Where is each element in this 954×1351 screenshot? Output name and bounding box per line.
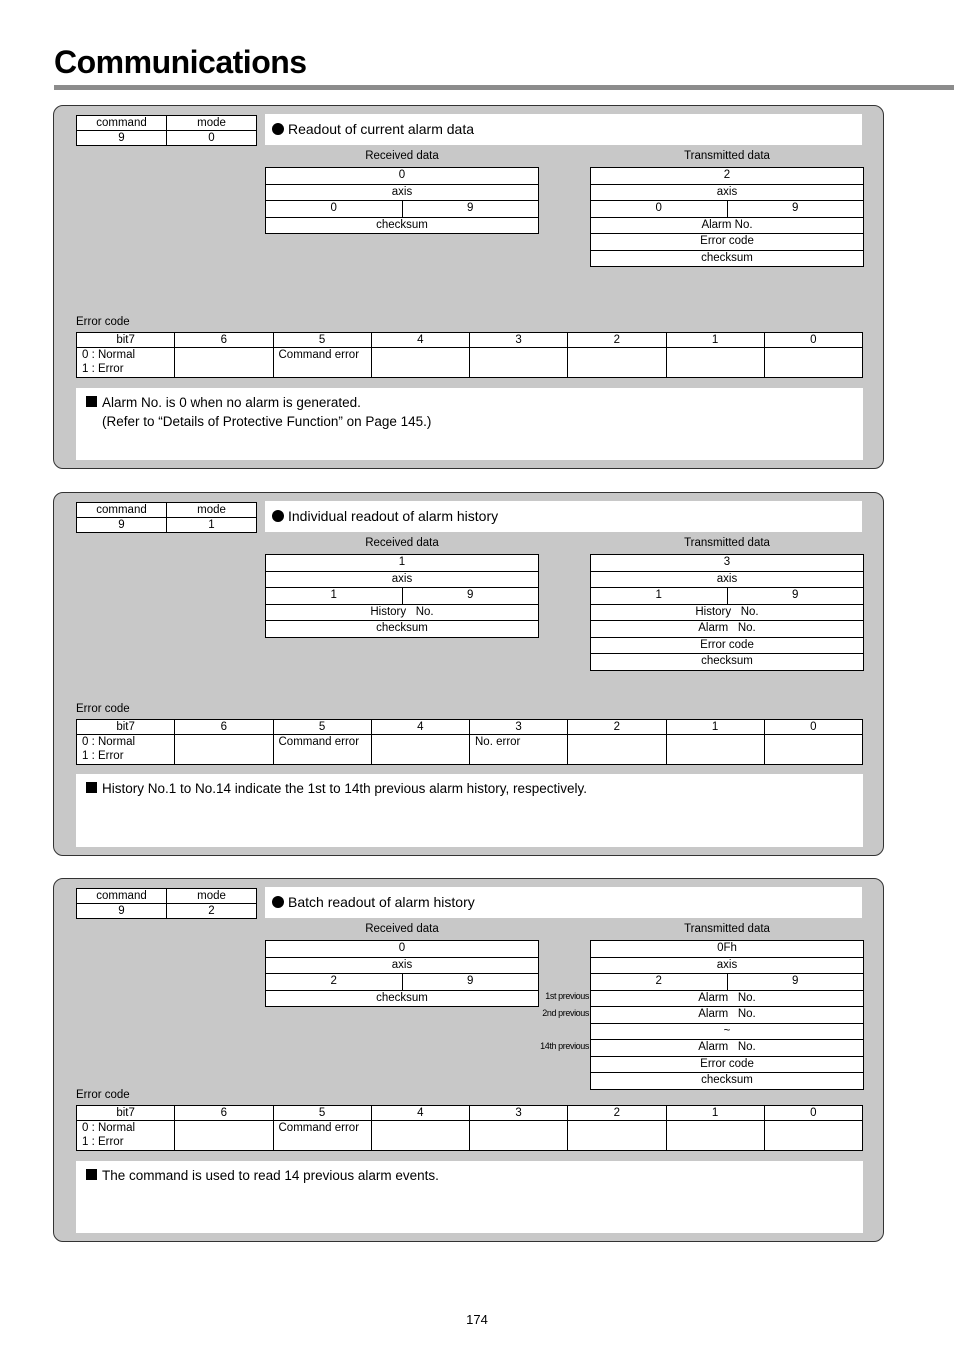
- transmitted-row: ~: [591, 1023, 864, 1040]
- transmitted-row: Alarm No.: [591, 1040, 864, 1057]
- square-bullet-icon: [86, 1169, 97, 1180]
- heading-text: Batch readout of alarm history: [288, 894, 475, 910]
- transmitted-row: Alarm No.: [591, 621, 864, 638]
- received-data-label: Received data: [365, 537, 439, 549]
- bit-header: 4: [371, 1106, 469, 1121]
- bit-header: 6: [175, 1106, 273, 1121]
- transmitted-row: History No.: [591, 604, 864, 621]
- command-value: 9: [77, 518, 167, 533]
- bit6-desc: [175, 348, 273, 378]
- side-label-2nd: 2nd previous: [542, 1008, 589, 1018]
- bit-header: 3: [470, 720, 568, 735]
- error-code-table: [76, 332, 863, 378]
- command-header: command: [77, 889, 167, 904]
- bit-header: 0: [764, 1106, 862, 1121]
- bit6-desc: [175, 1121, 273, 1151]
- transmitted-axis: axis: [591, 184, 864, 201]
- transmitted-row: Alarm No.: [591, 217, 864, 234]
- received-data-table: [265, 940, 539, 1007]
- command-header: command: [77, 503, 167, 518]
- transmitted-data-label: Transmitted data: [684, 150, 770, 162]
- mode-header: mode: [167, 116, 257, 131]
- bit-header: 5: [273, 333, 371, 348]
- transmitted-row: checksum: [591, 250, 864, 267]
- section-current-alarm: [53, 105, 884, 469]
- bit5-desc: Command error: [273, 735, 371, 765]
- command-value: 9: [77, 131, 167, 146]
- bit-header: 4: [371, 333, 469, 348]
- bit3-desc: [470, 1121, 568, 1151]
- bit2-desc: [568, 1121, 666, 1151]
- mode-value: 0: [167, 131, 257, 146]
- transmitted-axis: axis: [591, 571, 864, 588]
- bit7-desc: [77, 735, 175, 765]
- transmitted-axis: axis: [591, 957, 864, 974]
- bit-header: 2: [568, 333, 666, 348]
- note-line: Alarm No. is 0 when no alarm is generated.: [102, 395, 361, 410]
- bit6-desc: [175, 735, 273, 765]
- mode-value: 2: [167, 904, 257, 919]
- side-label-1st: 1st previous: [545, 991, 589, 1001]
- note-box: [76, 388, 863, 460]
- circle-bullet-icon: [272, 510, 284, 522]
- received-left: 0: [266, 201, 403, 218]
- transmitted-first: 3: [591, 555, 864, 572]
- transmitted-data-table: [590, 554, 864, 671]
- received-axis: axis: [266, 957, 539, 974]
- mode-header: mode: [167, 889, 257, 904]
- bit3-desc: No. error: [470, 735, 568, 765]
- transmitted-left: 0: [591, 201, 728, 218]
- page-title: Communications: [54, 44, 307, 80]
- bit7-error: 1 : Error: [82, 1136, 124, 1148]
- heading-text: Individual readout of alarm history: [288, 508, 499, 524]
- bit-header: 1: [666, 1106, 764, 1121]
- bit-header: 6: [175, 720, 273, 735]
- bit7-normal: 0 : Normal: [82, 1122, 136, 1134]
- received-first: 0: [266, 168, 539, 185]
- bit1-desc: [666, 348, 764, 378]
- transmitted-row: Alarm No.: [591, 990, 864, 1007]
- transmitted-data-label: Transmitted data: [684, 537, 770, 549]
- received-data-label: Received data: [365, 923, 439, 935]
- received-axis: axis: [266, 571, 539, 588]
- bit2-desc: [568, 735, 666, 765]
- bit7-desc: [77, 348, 175, 378]
- received-right: 9: [402, 974, 539, 991]
- transmitted-data-table: [590, 940, 864, 1090]
- command-header: command: [77, 116, 167, 131]
- transmitted-first: 2: [591, 168, 864, 185]
- received-checksum: checksum: [266, 621, 539, 638]
- bit7-error: 1 : Error: [82, 363, 124, 375]
- error-code-label: Error code: [76, 1089, 130, 1101]
- note-line: (Refer to “Details of Protective Function” on Page 145.): [102, 414, 432, 429]
- bit0-desc: [764, 1121, 862, 1151]
- error-code-table: [76, 719, 863, 765]
- bit-header: 2: [568, 1106, 666, 1121]
- error-code-label: Error code: [76, 703, 130, 715]
- bit-header: 0: [764, 720, 862, 735]
- bit5-desc: Command error: [273, 348, 371, 378]
- transmitted-first: 0Fh: [591, 941, 864, 958]
- section-batch-history: [53, 878, 884, 1242]
- transmitted-row: Alarm No.: [591, 1007, 864, 1024]
- square-bullet-icon: [86, 782, 97, 793]
- error-code-label: Error code: [76, 316, 130, 328]
- transmitted-left: 2: [591, 974, 728, 991]
- bit-header: 3: [470, 333, 568, 348]
- transmitted-row: checksum: [591, 1073, 864, 1090]
- received-data-label: Received data: [365, 150, 439, 162]
- transmitted-data-table: [590, 167, 864, 267]
- heading-text: Readout of current alarm data: [288, 121, 474, 137]
- transmitted-right: 9: [727, 588, 864, 605]
- bit4-desc: [371, 1121, 469, 1151]
- received-left: 2: [266, 974, 403, 991]
- transmitted-row: checksum: [591, 654, 864, 671]
- bit-header: bit7: [77, 720, 175, 735]
- received-first: 0: [266, 941, 539, 958]
- received-data-table: [265, 554, 539, 638]
- received-right: 9: [402, 588, 539, 605]
- bit7-normal: 0 : Normal: [82, 736, 136, 748]
- bit4-desc: [371, 735, 469, 765]
- section-individual-history: [53, 492, 884, 856]
- mode-header: mode: [167, 503, 257, 518]
- bit5-desc: Command error: [273, 1121, 371, 1151]
- transmitted-right: 9: [727, 974, 864, 991]
- page-number: 174: [466, 1312, 488, 1327]
- section-heading: [265, 114, 862, 145]
- received-first: 1: [266, 555, 539, 572]
- note-box: [76, 774, 863, 847]
- circle-bullet-icon: [272, 896, 284, 908]
- bit-header: bit7: [77, 1106, 175, 1121]
- transmitted-row: Error code: [591, 637, 864, 654]
- note-box: [76, 1161, 863, 1233]
- received-right: 9: [402, 201, 539, 218]
- bit-header: 1: [666, 720, 764, 735]
- bit0-desc: [764, 735, 862, 765]
- bit-header: 3: [470, 1106, 568, 1121]
- bit-header: 6: [175, 333, 273, 348]
- received-checksum: checksum: [266, 990, 539, 1007]
- received-history: History No.: [266, 604, 539, 621]
- title-rule: [54, 85, 954, 90]
- bit7-error: 1 : Error: [82, 750, 124, 762]
- command-value: 9: [77, 904, 167, 919]
- bit-header: bit7: [77, 333, 175, 348]
- mode-value: 1: [167, 518, 257, 533]
- bit-header: 5: [273, 1106, 371, 1121]
- note-line: The command is used to read 14 previous alarm events.: [102, 1168, 439, 1183]
- received-checksum: checksum: [266, 217, 539, 234]
- bit2-desc: [568, 348, 666, 378]
- section-heading: [265, 887, 862, 918]
- transmitted-row: Error code: [591, 234, 864, 251]
- bit-header: 4: [371, 720, 469, 735]
- received-left: 1: [266, 588, 403, 605]
- bit0-desc: [764, 348, 862, 378]
- transmitted-right: 9: [727, 201, 864, 218]
- transmitted-left: 1: [591, 588, 728, 605]
- square-bullet-icon: [86, 396, 97, 407]
- circle-bullet-icon: [272, 123, 284, 135]
- bit-header: 2: [568, 720, 666, 735]
- bit7-normal: 0 : Normal: [82, 349, 136, 361]
- bit1-desc: [666, 1121, 764, 1151]
- bit-header: 0: [764, 333, 862, 348]
- bit1-desc: [666, 735, 764, 765]
- error-code-table: [76, 1105, 863, 1151]
- transmitted-row: Error code: [591, 1056, 864, 1073]
- side-label-14th: 14th previous: [540, 1041, 589, 1051]
- section-heading: [265, 501, 862, 532]
- command-mode-table: [76, 115, 257, 146]
- received-axis: axis: [266, 184, 539, 201]
- note-line: History No.1 to No.14 indicate the 1st to 14th previous alarm history, respectively.: [102, 781, 587, 796]
- command-mode-table: [76, 888, 257, 919]
- bit-header: 5: [273, 720, 371, 735]
- transmitted-data-label: Transmitted data: [684, 923, 770, 935]
- bit7-desc: [77, 1121, 175, 1151]
- received-data-table: [265, 167, 539, 234]
- bit3-desc: [470, 348, 568, 378]
- bit4-desc: [371, 348, 469, 378]
- command-mode-table: [76, 502, 257, 533]
- bit-header: 1: [666, 333, 764, 348]
